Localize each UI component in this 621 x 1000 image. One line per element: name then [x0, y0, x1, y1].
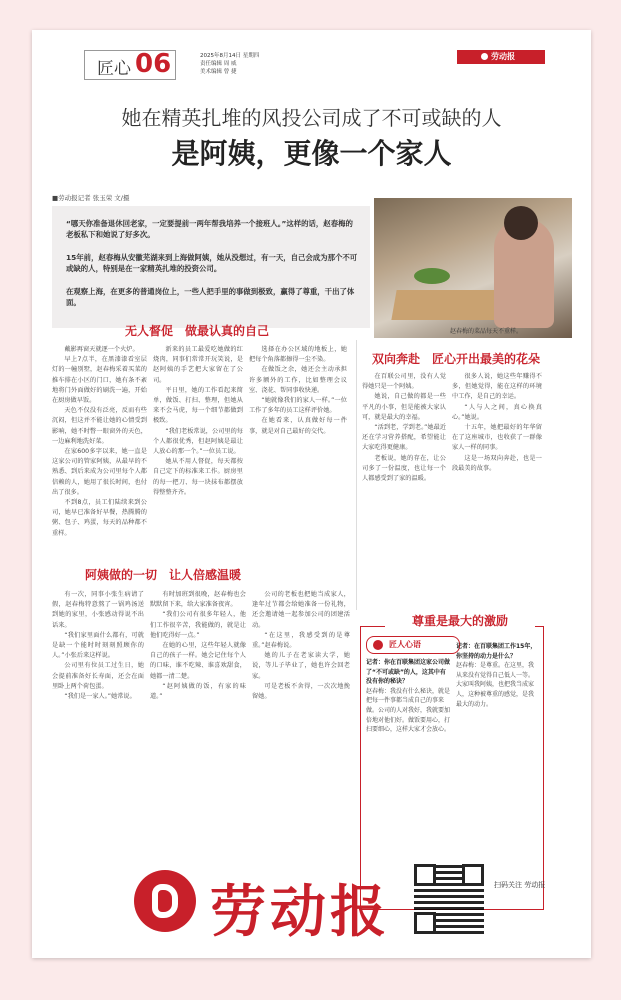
s2-column-3 — [252, 590, 350, 908]
paragraph: 她从不用人督促，每天都按自己定下的标准来工作。厨房里的每一把刀、每一块抹布都摆放得整整齐齐。 — [153, 458, 243, 496]
paragraph: “人与人之间，真心换真心。”她说。 — [452, 403, 542, 421]
section-label: 匠心 — [97, 59, 131, 79]
paragraph: 戴影再窗天就逐一个火炉。 — [64, 346, 139, 353]
masthead-logo-text: 劳动报 — [210, 879, 390, 945]
s2-column-2 — [150, 590, 246, 908]
paragraph: 新来的员工最爱吃她做的红烧肉，同事们常常开玩笑说，是赵阿姨的手艺把大家留在了公司。 — [153, 346, 243, 384]
brand-name: 劳动报 — [491, 52, 515, 61]
box-title: 尊重是最大的激励 — [385, 612, 535, 632]
paragraph: “我们公司有很多年轻人，他们工作很辛苦，我能做的，就是让他们吃得好一点。” — [150, 611, 246, 639]
paragraph: “活到老，学到老。”她最近还在学习营养搭配，希望能让大家吃得更健康。 — [362, 424, 446, 452]
meta-art-editor: 美术编辑 曾 捷 — [200, 69, 237, 75]
column-divider — [356, 340, 357, 610]
paragraph: 有一次，同事小张生病请了假，赵春梅特意熬了一锅鸡汤送到她的家里，小张感动得说不出话来。 — [52, 591, 144, 629]
subhead-3: 双向奔赴 匠心开出最美的花朵 — [372, 352, 541, 366]
paragraph: 很多人说，她这些年赚得不多，但她觉得，能在这样的环境中工作，是自己的幸运。 — [452, 373, 542, 401]
paragraph: 平日里，她的工作看起来简单，做饭、打扫、整理，但她从来不会马虎，每一个细节都做到极致。 — [153, 386, 243, 425]
craftsman-heart-badge — [366, 636, 460, 654]
paragraph: 公司的老板也把她当成家人，逢年过节都会给她准备一份礼物，还会邀请她一起参加公司的团建活动。 — [252, 591, 350, 629]
paragraph: 在家600多字以来，她一直是这家公司的管家阿姨，从最早的不熟悉、到后来成为公司里每个人都信赖的人，她用了很长时间，也付出了很多。 — [52, 448, 147, 496]
subhead-1: 无人督促 做最认真的自己 — [125, 324, 270, 338]
photo-cooking — [374, 198, 572, 338]
headline-line-2: 是阿姨，更像一个家人 — [171, 137, 452, 170]
byline: ■劳动报记者 张玉荣 文/摄 — [52, 194, 130, 202]
paragraph: 在她的心里，这些年轻人就像自己的孩子一样。她会记住每个人的口味，谁不吃辣、谁喜欢甜食，她都一清二楚。 — [150, 642, 246, 680]
s1-column-1 — [52, 345, 147, 555]
paragraph: 天色不仅没有泛亮，反而有些沉闷，但这并不能让她的心情受到影响，她不时瞥一眼窗外的天色，一边麻利地洗好菜。 — [52, 407, 147, 445]
paragraph: 十五年，她把最好的年华留在了这座城市，也收获了一群像家人一样的同事。 — [452, 424, 542, 452]
paragraph: “她就像我们的家人一样。”一位工作了多年的员工这样评价她。 — [249, 397, 347, 415]
s1-column-2 — [153, 345, 243, 555]
meta-editor: 责任编辑 周 威 — [200, 61, 237, 67]
paragraph: 在她看来，认真做好每一件事，就是对自己最好的交代。 — [249, 417, 347, 435]
paragraph: “我们老板常说，公司里的每个人都很优秀，但赵阿姨是最让人放心的那一个。”一位员工说。 — [153, 427, 243, 456]
paragraph: 早上7点半，在黑漆漆看室层灯的一幢别墅，赵春梅采着买菜的推车排在小区的门口，她有条不紊地将门外面做好的刷洗一遍，开始在厨房做早饭。 — [52, 356, 147, 405]
edition-meta — [200, 52, 259, 76]
paragraph: 公司里有位员工过生日，她会提前准备好长寿面，还会在面里卧上两个荷包蛋。 — [52, 662, 144, 690]
paragraph: “在这里，我感受到的是尊重。”赵春梅说。 — [252, 631, 350, 650]
lead-paragraph: 在观察上海，在更多的普通岗位上，一些人把手里的事做到极致，赢得了尊重，干出了体面。 — [66, 287, 355, 307]
paragraph: 在百联公司里，没有人觉得她只是一个阿姨。 — [362, 373, 446, 391]
subhead-2: 阿姨做的一切 让人倍感温暖 — [85, 568, 242, 582]
brand-logo-icon — [481, 53, 488, 60]
labour-daily-logo-icon — [134, 870, 196, 932]
paragraph: 老板说，她的存在，让公司多了一份温度，也让每一个人都感受到了家的温暖。 — [362, 454, 446, 483]
person-head — [504, 206, 538, 240]
qr-caption: 扫码关注 劳动报 — [494, 881, 546, 889]
brand-bar — [457, 50, 545, 64]
qr-code[interactable] — [414, 864, 484, 934]
paragraph: 在做饭之余，她还会主动承担许多额外的工作，比如整理会议室、浇花、帮同事收快递。 — [249, 366, 347, 394]
paragraph: “我们是一家人。”她常说。 — [64, 693, 136, 701]
lead-box — [52, 206, 370, 328]
page-header — [32, 30, 591, 88]
headline-line-1: 她在精英扎堆的风投公司成了不可或缺的人 — [121, 106, 502, 130]
lead-paragraph: “哪天你准备退休回老家，一定要提前一两年帮我培养一个接班人。”这样的话，赵春梅的老板私下和她说了好多次。 — [66, 219, 353, 239]
badge-label: 匠人心语 — [389, 640, 421, 649]
qa-right — [456, 642, 538, 709]
s3-column-1 — [362, 372, 446, 608]
paragraph: 选择在办公区域的地板上，她把每个角落都擦得一尘不染。 — [249, 346, 347, 364]
answer: 赵春梅：我没有什么秘诀，就是把每一件事都当成自己的事来做。公司的人对我好，我就要加倍地对他们好。做饭要用心，打扫要细心，这样大家才会放心。 — [366, 687, 451, 734]
question: 记者：在百联集团工作15年，你坚持的动力是什么？ — [456, 643, 537, 660]
paragraph: 可是老板不舍得，一次次地挽留她。 — [252, 682, 350, 701]
photo-caption: 赵春梅的菜品每天不重样。 — [450, 328, 523, 335]
s1-column-3 — [249, 345, 347, 555]
s3-column-2 — [452, 372, 542, 608]
lead-paragraph: 15年前，赵春梅从安徽芜湖来到上海做阿姨，她从没想过，有一天，自己会成为那个不可或缺的人，特别是在一家精英扎堆的投资公司。 — [66, 253, 358, 273]
vegetables — [414, 268, 450, 284]
paragraph: 她的儿子在老家读大学，她说，等儿子毕业了，她也许会回老家。 — [252, 652, 350, 680]
paragraph: 她说，自己做的都是一些平凡的小事，但是能被大家认可，就是最大的幸福。 — [362, 393, 446, 421]
question: 记者：你在百联集团这家公司做了“不可或缺”的人，这其中有没有你的秘诀？ — [366, 659, 451, 686]
paragraph: 不到8点，员工们陆续来到公司，她早已准备好早餐，热腾腾的粥、包子、鸡蛋，每天的品种都不重样。 — [52, 499, 147, 537]
qa-left — [366, 658, 450, 735]
paragraph: 有时加班到很晚，赵春梅也会默默留下来，给大家准备夜宵。 — [150, 591, 246, 609]
answer: 赵春梅：是尊重。在这里，我从来没有觉得自己低人一等。大家叫我阿姨，也把我当成家人，这种被尊重的感觉，是我最大的动力。 — [456, 662, 535, 708]
paragraph: “赵阿姨做的饭，有家的味道。” — [150, 682, 246, 701]
meta-date: 2025年8月14日 星期四 — [200, 53, 260, 59]
paragraph: “我们家里面什么都有，可就是缺一个能时时刻刻照顾你的人。”小张后来这样说。 — [52, 631, 144, 660]
section-stamp — [84, 50, 176, 80]
s2-column-1 — [52, 590, 144, 908]
heart-icon — [373, 640, 383, 650]
paragraph: 这是一场双向奔赴，也是一段最美的故事。 — [452, 454, 542, 472]
page-number: 06 — [135, 49, 172, 79]
